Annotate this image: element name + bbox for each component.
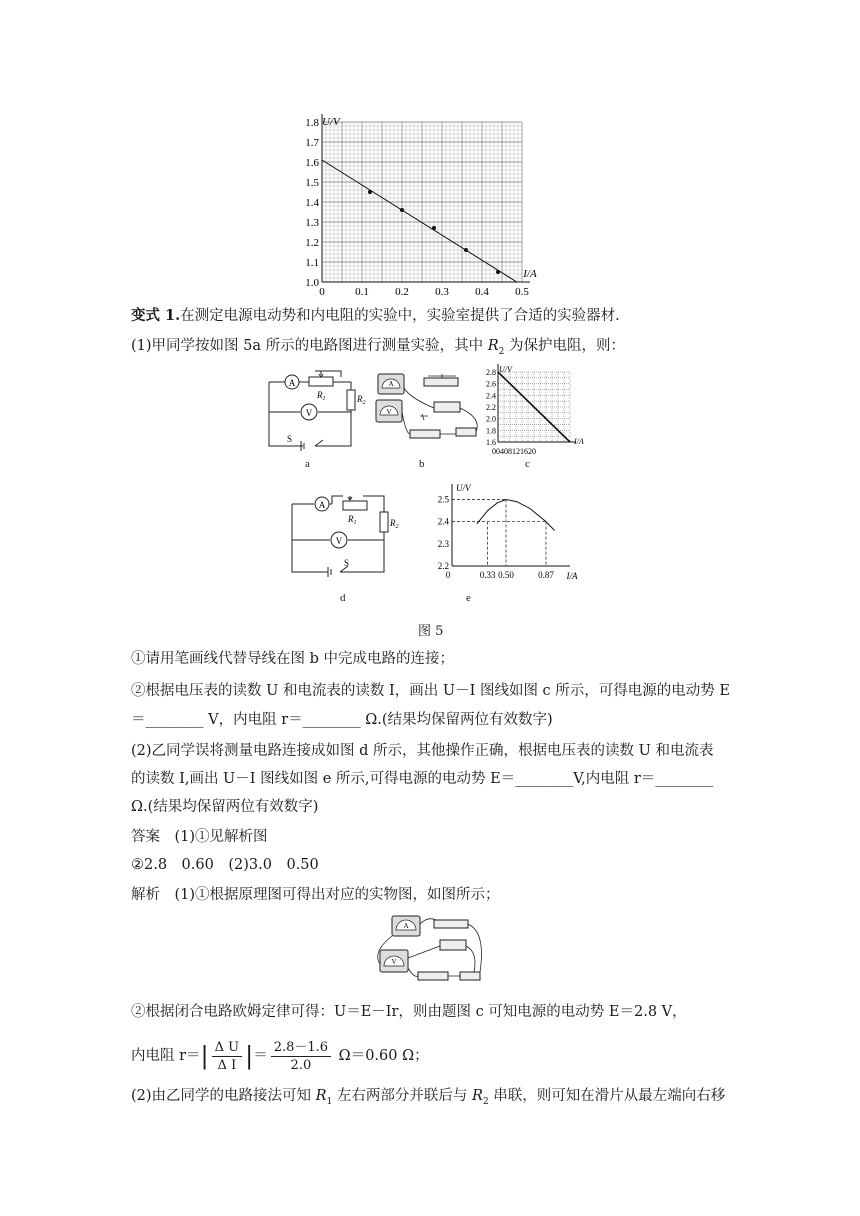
x-tick-label: 0.50 [498,570,514,580]
apparatus-v-label: V [386,408,392,416]
question-line-4: (2)乙同学误将测量电路连接成如图 d 所示，其他操作正确，根据电压表的读数 U 和电流表 [131,743,714,759]
question-line-3: ＝________ V，内电阻 r＝________ Ω.(结果均保留两位有效数字) [131,712,553,728]
analysis-v-label: V [391,958,397,966]
analysis-3a: 内电阻 r＝ [131,1048,201,1064]
question-line-6: Ω.(结果均保留两位有效数字) [131,799,319,815]
sub-caption-e: e [466,592,471,604]
q1-intro-sub: 2 [498,346,505,357]
analysis-battery-icon [418,972,448,980]
circuit-a-switch-label: S [287,434,293,444]
analysis-a-label: A [403,922,409,930]
y-tick-label: 1.0 [305,277,319,289]
answer-line-1 [131,827,268,847]
analysis-3b: ＝ [253,1048,268,1064]
analysis-apparatus-figure [368,912,492,988]
analysis-resistor-icon [440,940,466,950]
y-tick-label: 1.2 [305,237,319,249]
fraction-values [271,1039,331,1074]
analysis-rheostat-icon [434,920,468,928]
battery-icon [410,430,440,438]
y-tick-label: 2.8 [486,368,496,377]
figure-caption: 图 5 [418,624,444,639]
abs-bar-right: | [245,1042,254,1070]
q1-intro-b: 为保护电阻，则： [504,338,626,354]
analysis-4-r2: R [472,1088,483,1104]
analysis-switch-icon [460,972,480,980]
x-tick-label: 0.33 [479,570,496,580]
figure-5e-chart [430,482,580,582]
chart-c-ylabel: U/V [499,365,512,374]
analysis-4a: (2)由乙同学的电路接法可知 [131,1088,316,1104]
top-ui-chart [300,112,540,302]
analysis-1: (1)①根据原理图可得出对应的实物图，如图所示； [174,887,500,903]
question-line-1: ①请用笔画线代替导线在图 b 中完成电路的连接； [131,651,454,667]
y-tick-label: 1.6 [486,438,496,447]
figure-5a-circuit [265,368,365,464]
variant-intro [131,306,620,326]
analysis-4b: 左右两部分并联后与 [332,1088,473,1104]
y-tick-label: 1.4 [305,197,319,209]
y-tick-label: 1.5 [305,177,319,189]
y-tick-label: 1.8 [305,117,319,129]
fraction-delta-num: Δ U [212,1039,242,1057]
analysis-line-1 [131,885,500,905]
y-tick-label: 1.6 [305,157,319,169]
circuit-d-ammeter-label: A [318,500,326,510]
q1-intro [131,336,625,362]
sub-caption-a: a [305,458,310,470]
resistor-box-icon [434,402,460,412]
sub-caption-c: c [525,458,530,470]
circuit-d-voltmeter-label: V [335,536,343,546]
data-point [400,208,404,212]
x-tick-label: 0.5 [515,286,529,298]
data-point [368,190,372,194]
fraction-delta [212,1039,242,1074]
circuit-d-r2-label: $R_2$ [390,518,399,530]
y-tick-label: 2.5 [437,494,449,505]
sub-caption-d: d [340,592,346,604]
answer-label: 答案 [131,829,160,845]
top-chart-x-ticks [319,286,529,298]
y-tick-label: 2.6 [486,379,496,389]
x-tick-label: 0 [445,570,451,580]
analysis-4-r1: R [315,1088,327,1104]
apparatus-a-label: A [388,380,394,388]
circuit-d-switch-label: S [344,558,350,568]
top-chart-xlabel: I/A [523,268,537,280]
x-tick-label: 0.87 [538,570,554,580]
chart-e-x-ticks [446,570,555,580]
analysis-4-r2-sub: 2 [482,1096,489,1107]
analysis-line-2: ②根据闭合电路欧姆定律可得：U＝E－Ir，则由题图 c 可知电源的电动势 E＝2.8 V， [131,1004,687,1020]
fraction-delta-den: Δ I [217,1057,237,1073]
y-tick-label: 2.4 [437,516,449,527]
variant-label: 变式 1. [131,307,181,324]
top-chart-grid [322,122,522,282]
abs-bar-left: | [200,1042,209,1070]
chart-c-y-ticks [486,368,496,447]
y-tick-label: 2.3 [437,538,449,549]
y-tick-label: 2.2 [437,561,449,571]
y-tick-label: 2.2 [486,403,496,412]
y-tick-label: 2.4 [486,391,496,401]
data-point [464,248,468,252]
analysis-line-4 [131,1086,725,1112]
y-tick-label: 2.0 [486,414,496,424]
fraction-values-den: 2.0 [290,1057,312,1073]
analysis-4c: 串联，则可知在滑片从最左端向右移 [488,1088,726,1104]
figure-5c-chart [478,362,588,458]
fit-line [322,160,517,282]
answer-line-2: ②2.8 0.60 (2)3.0 0.50 [131,857,319,873]
answer-1: (1)①见解析图 [174,829,268,845]
q1-intro-r: R [487,338,499,354]
top-chart-ylabel: U/V [322,116,340,128]
chart-e-axes [452,484,570,566]
x-tick-label: 0.1 [355,286,369,298]
circuit-a-ammeter-label: A [288,378,296,388]
circuit-a-voltmeter-label: V [305,408,313,418]
chart-e-xlabel: I/A [566,571,578,581]
circuit-a-r1-label: $R_1$ [317,390,326,402]
data-point [432,226,436,230]
variant-intro-text: 在测定电源电动势和内电阻的实验中，实验室提供了合适的实验器材. [180,308,620,324]
figure-5d-circuit [288,486,398,582]
chart-e-ylabel: U/V [456,483,471,493]
y-tick-label: 1.3 [305,217,319,229]
chart-e-y-ticks [438,495,450,572]
chart-c-x-ticks: 00408121620 [492,447,536,456]
circuit-a-r2-label: $R_2$ [357,394,366,406]
top-chart-marks [322,160,517,282]
q1-intro-a: (1)甲同学按如图 5a 所示的电路图进行测量实验，其中 [131,338,488,354]
data-point [496,270,500,274]
fraction-values-num: 2.8－1.6 [271,1039,331,1057]
circuit-d-r1-label: $R_1$ [348,514,357,526]
uv-curve [477,500,555,531]
question-line-5: 的读数 I,画出 U－I 图线如图 e 所示,可得电源的电动势 E＝________V,内电阻 r＝________ [131,771,714,787]
top-chart-y-ticks [305,117,319,289]
chart-c-xlabel: I/A [574,437,584,446]
x-tick-label: 0.3 [435,286,449,298]
analysis-4-r1-sub: 1 [326,1096,333,1107]
analysis-line-3 [131,1036,429,1076]
analysis-label: 解析 [131,887,160,903]
analysis-3c: Ω＝0.60 Ω； [334,1048,429,1064]
sub-caption-b: b [419,458,425,470]
y-tick-label: 1.7 [305,137,319,149]
switch-icon [456,428,476,436]
y-tick-label: 1.1 [305,257,319,269]
x-tick-label: 0.4 [475,286,489,298]
chart-e-marks [452,500,555,567]
x-tick-label: 0.2 [395,286,409,298]
x-tick-label: 0 [319,286,325,298]
question-line-2: ②根据电压表的读数 U 和电流表的读数 I，画出 U－I 图线如图 c 所示，可得电源的电动势 E [131,683,730,699]
y-tick-label: 1.8 [486,426,496,436]
figure-5b-apparatus [370,368,490,448]
rheostat-icon [424,378,458,386]
